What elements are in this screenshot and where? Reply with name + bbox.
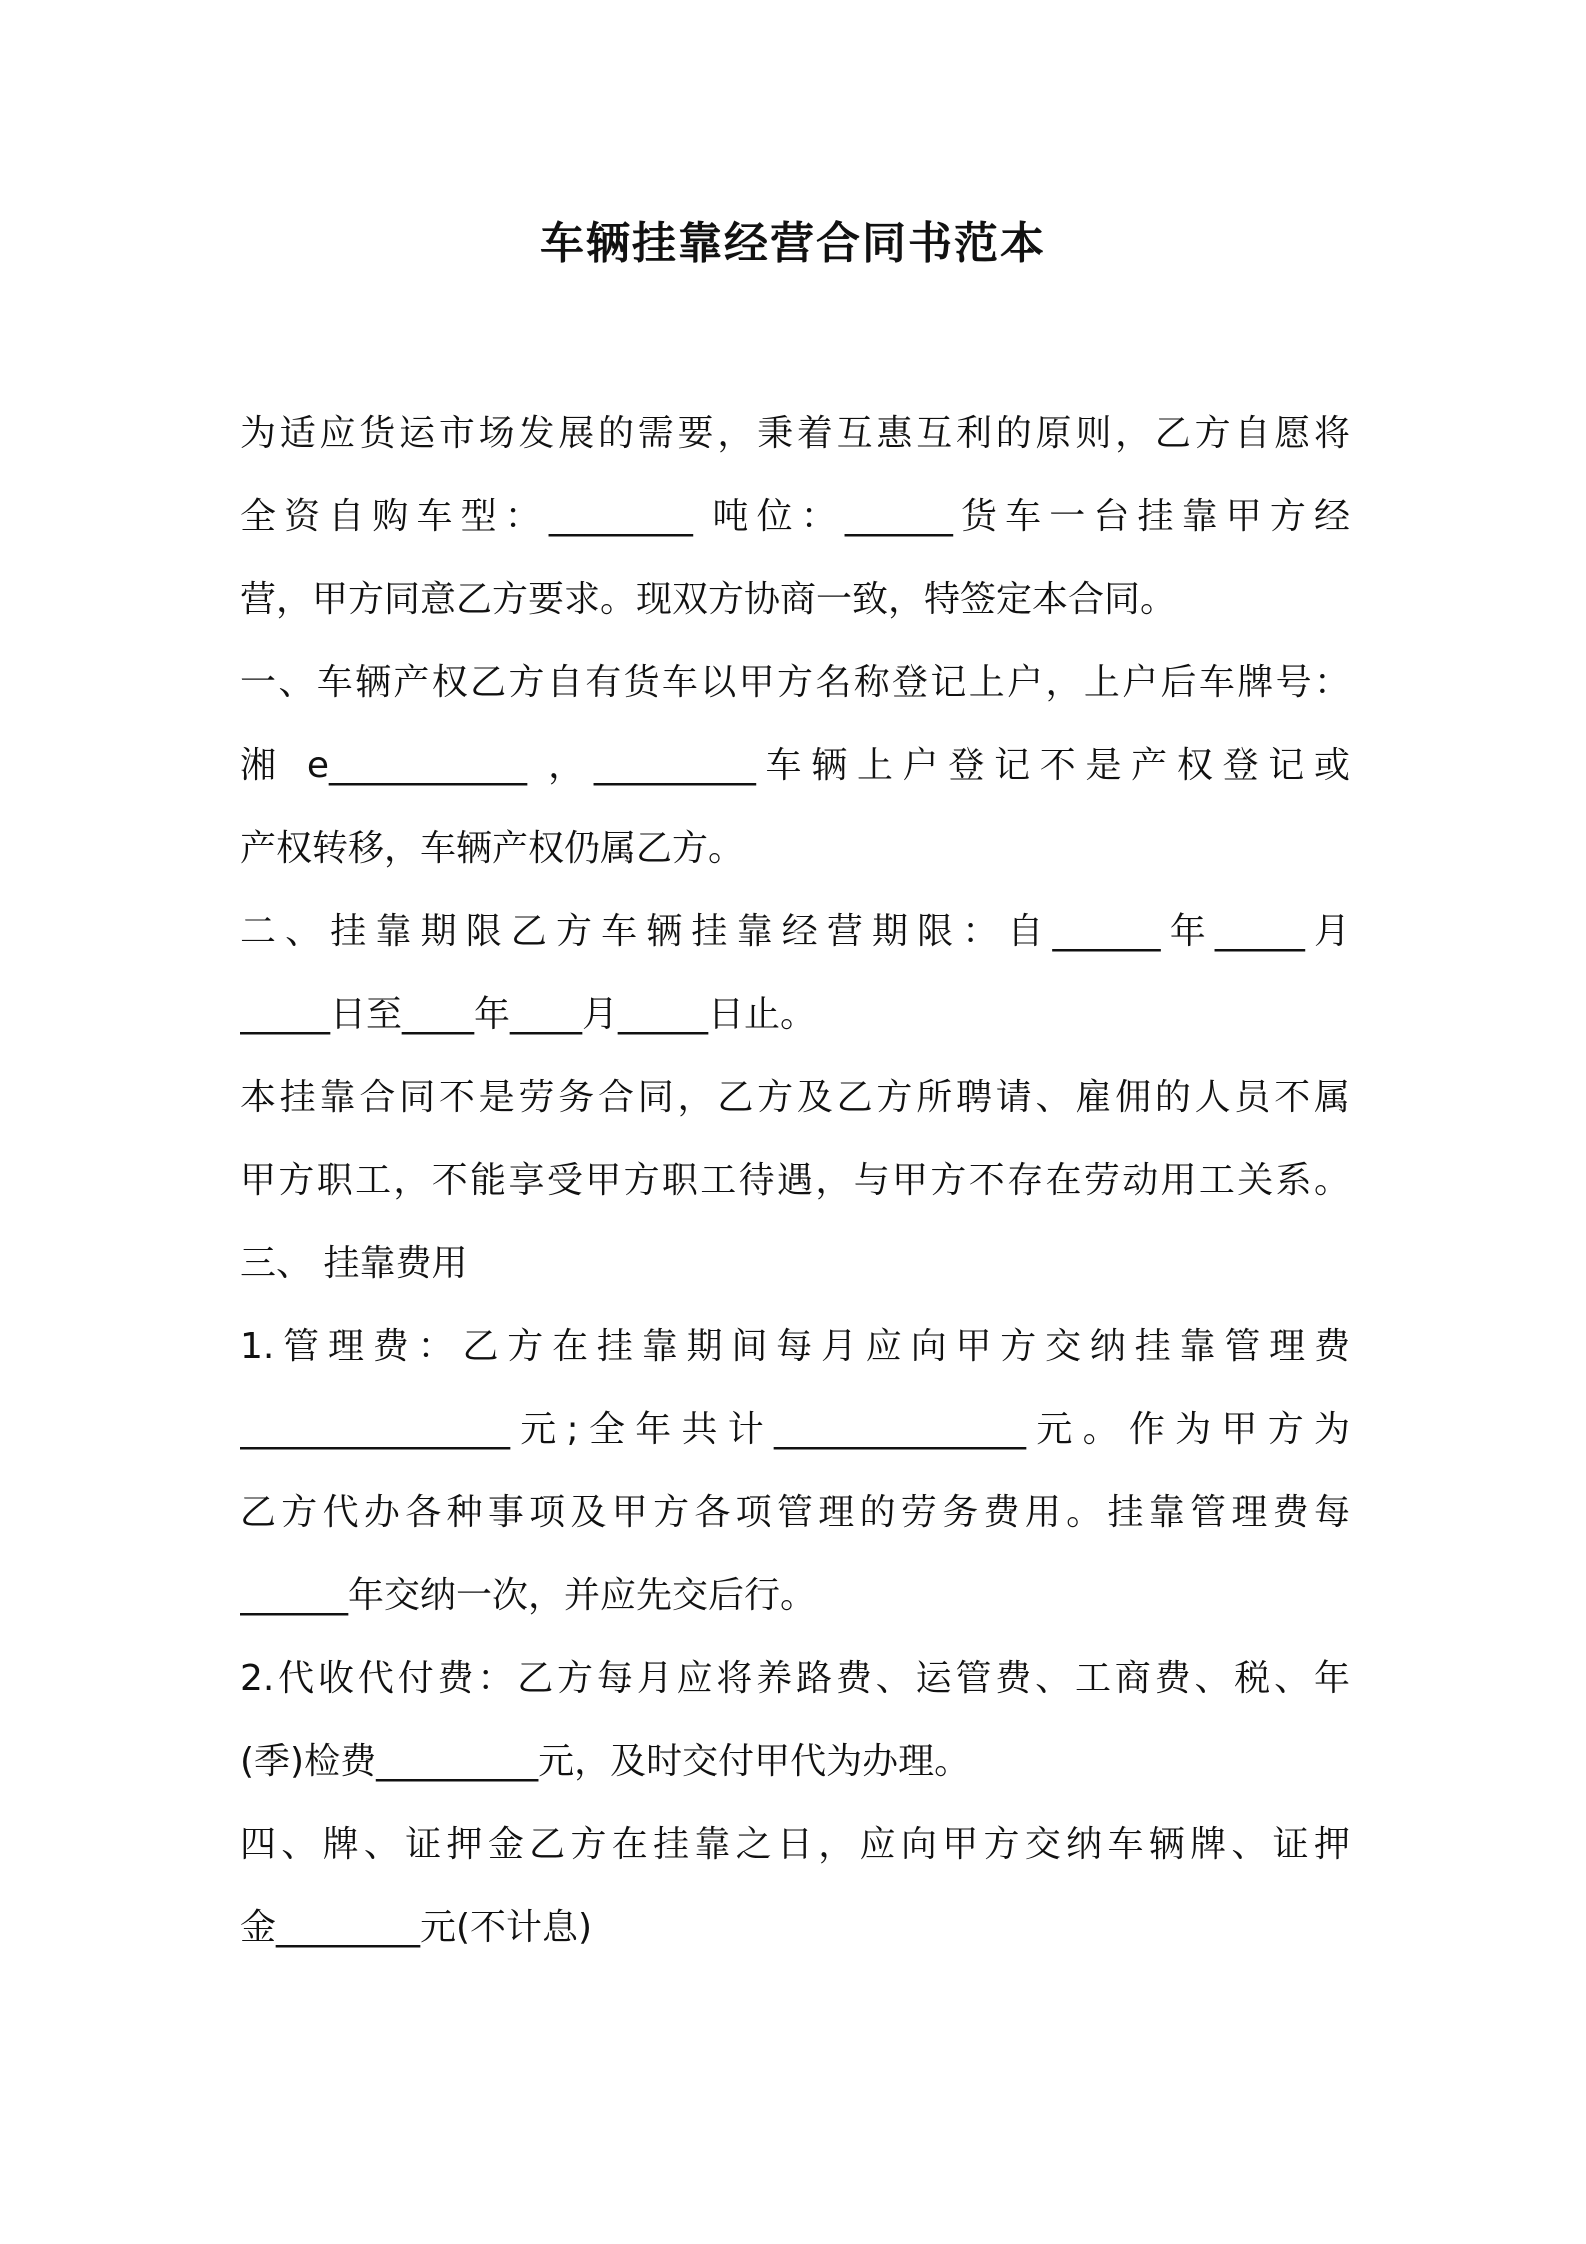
paragraph-line: 四、牌、证押金乙方在挂靠之日，应向甲方交纳车辆牌、证押 — [240, 1824, 1350, 1865]
paragraph-line: 1.管理费：乙方在挂靠期间每月应向甲方交纳挂靠管理费 — [240, 1326, 1350, 1367]
paragraph-line: 金________元(不计息) — [240, 1907, 593, 1948]
paragraph-line: 本挂靠合同不是劳务合同，乙方及乙方所聘请、雇佣的人员不属 — [240, 1077, 1350, 1118]
paragraph-line: 为适应货运市场发展的需要，秉着互惠互利的原则，乙方自愿将 — [240, 413, 1350, 454]
paragraph-line: 2.代收代付费：乙方每月应将养路费、运管费、工商费、税、年 — [240, 1658, 1350, 1699]
paragraph-line: 全资自购车型：________ 吨位：______货车一台挂靠甲方经 — [240, 496, 1350, 537]
paragraph-line: 二、挂靠期限乙方车辆挂靠经营期限：自______年_____月 — [240, 911, 1350, 952]
paragraph-line: 乙方代办各种事项及甲方各项管理的劳务费用。挂靠管理费每 — [240, 1492, 1350, 1533]
paragraph-line: 一、车辆产权乙方自有货车以甲方名称登记上户，上户后车牌号： — [240, 662, 1350, 703]
paragraph-line: 产权转移，车辆产权仍属乙方。 — [240, 828, 745, 869]
paragraph-line: (季)检费_________元，及时交付甲代为办理。 — [240, 1741, 971, 1782]
paragraph-line: _______________元;全年共计______________元。作为甲方为 — [240, 1409, 1350, 1450]
paragraph-line: ______年交纳一次，并应先交后行。 — [240, 1575, 817, 1616]
paragraph-line: _____日至____年____月_____日止。 — [240, 994, 817, 1035]
document-title: 车辆挂靠经营合同书范本 — [540, 218, 1046, 269]
paragraph-line: 营，甲方同意乙方要求。现双方协商一致，特签定本合同。 — [240, 579, 1177, 620]
paragraph-line: 湘 e___________ ，_________车辆上户登记不是产权登记或 — [240, 745, 1350, 786]
section-heading: 三、 挂靠费用 — [240, 1243, 468, 1284]
paragraph-line: 甲方职工，不能享受甲方职工待遇，与甲方不存在劳动用工关系。 — [240, 1160, 1350, 1201]
